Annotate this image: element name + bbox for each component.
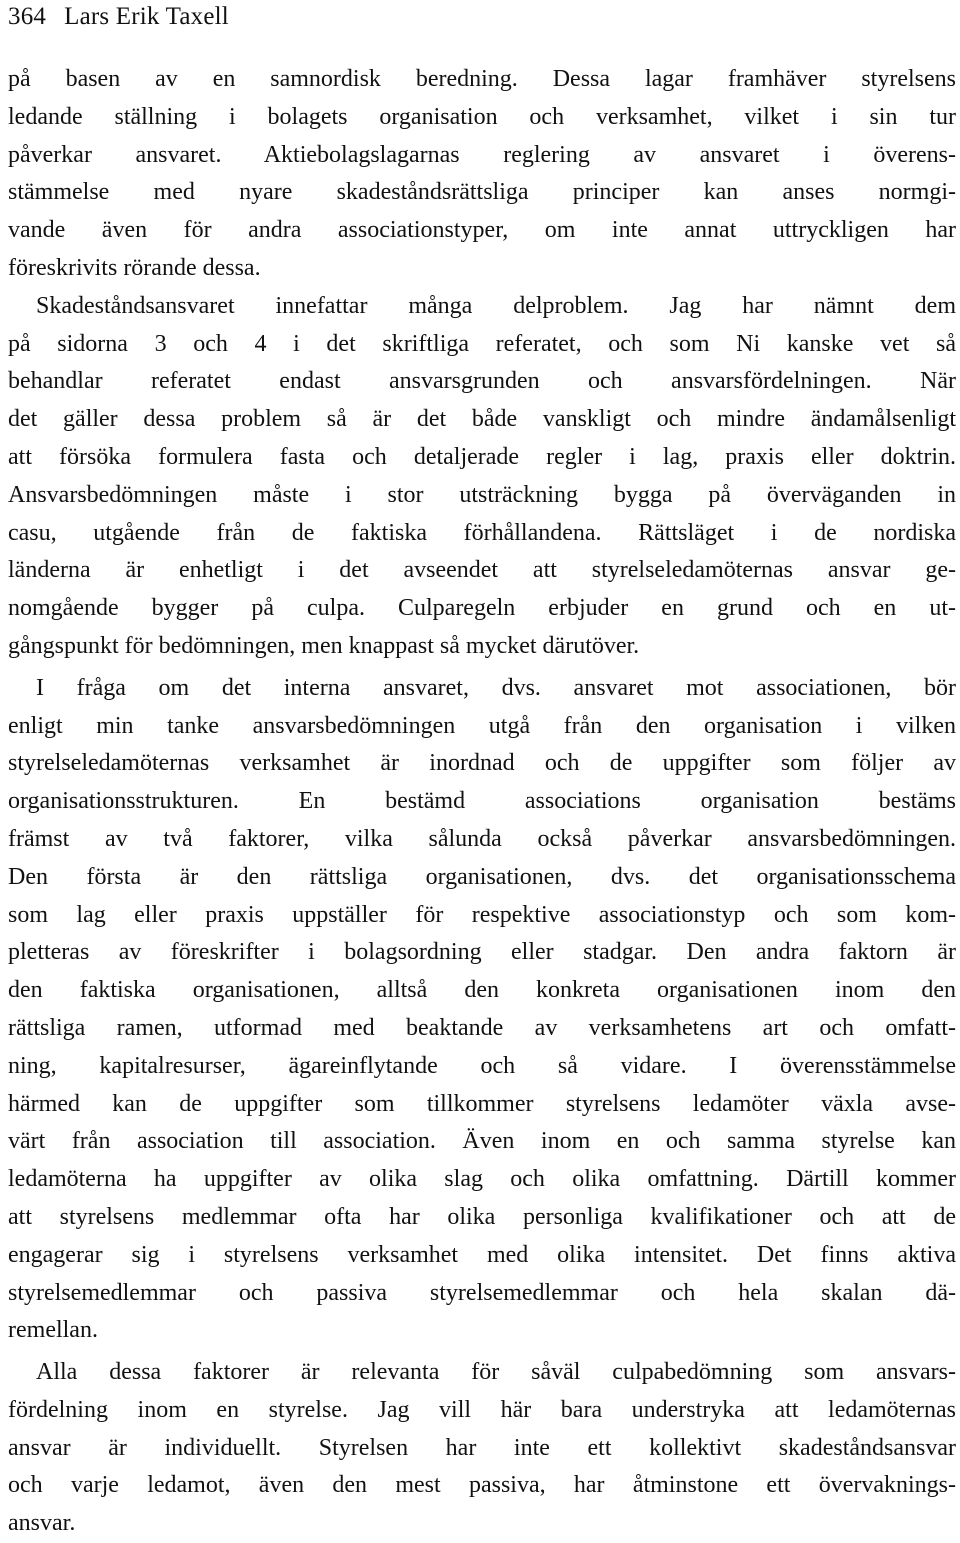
text-line: ledande ställning i bolagets organisation och verksamhet, vilket i sin tur	[8, 103, 956, 130]
text-line: styrelsemedlemmar och passiva styrelsemedlemmar och hela skalan dä-	[8, 1279, 956, 1306]
text-line: vande även för andra associationstyper, om inte annat uttryckligen har	[8, 217, 956, 244]
paragraph	[8, 670, 956, 1350]
text-line: Skadeståndsansvaret innefattar många delproblem. Jag har nämnt dem	[36, 292, 956, 319]
text-line: att styrelsens medlemmar ofta har olika personliga kvalifikationer och att de	[8, 1203, 956, 1230]
text-line: påverkar ansvaret. Aktiebolagslagarnas reglering av ansvaret i överens-	[8, 141, 956, 168]
text-line: på sidorna 3 och 4 i det skriftliga referatet, och som Ni kanske vet så	[8, 330, 956, 357]
text-line: nomgående bygger på culpa. Culparegeln erbjuder en grund och en ut-	[8, 595, 956, 622]
paragraph	[8, 1354, 956, 1543]
page-number: 364	[8, 3, 47, 30]
text-line: Ansvarsbedömningen måste i stor utsträckning bygga på överväganden in	[8, 481, 956, 508]
text-line: organisationsstrukturen. En bestämd associations organisation bestäms	[8, 788, 956, 815]
text-line: det gäller dessa problem så är det både vanskligt och mindre ändamålsenligt	[8, 406, 956, 433]
text-line: att försöka formulera fasta och detaljerade regler i lag, praxis eller doktrin.	[8, 443, 956, 470]
text-line: som lag eller praxis uppställer för respektive associationstyp och som kom-	[8, 901, 956, 928]
running-header-author: Lars Erik Taxell	[64, 3, 229, 30]
text-line: I fråga om det interna ansvaret, dvs. ansvaret mot associationen, bör	[36, 674, 956, 701]
text-line: pletteras av föreskrifter i bolagsordning eller stadgar. Den andra faktorn är	[8, 939, 956, 966]
text-line: föreskrivits rörande dessa.	[8, 254, 261, 281]
text-line: länderna är enhetligt i det avseendet att styrelseledamöternas ansvar ge-	[8, 557, 956, 584]
text-line: engagerar sig i styrelsens verksamhet med olika intensitet. Det finns aktiva	[8, 1241, 956, 1268]
text-line: styrelseledamöternas verksamhet är inordnad och de uppgifter som följer av	[8, 750, 956, 777]
text-line: fördelning inom en styrelse. Jag vill här bara understryka att ledamöternas	[8, 1396, 956, 1423]
text-line: gångspunkt för bedömningen, men knappast så mycket därutöver.	[8, 632, 640, 659]
text-line: ledamöterna ha uppgifter av olika slag och olika omfattning. Därtill kommer	[8, 1166, 956, 1193]
text-line: på basen av en samnordisk beredning. Dessa lagar framhäver styrelsens	[8, 66, 956, 92]
text-line: enligt min tanke ansvarsbedömningen utgå från den organisation i vilken	[8, 712, 956, 739]
text-line: remellan.	[8, 1317, 98, 1344]
running-header	[8, 0, 229, 34]
text-line: rättsliga ramen, utformad med beaktande av verksamhetens art och omfatt-	[8, 1014, 956, 1041]
text-line: casu, utgående från de faktiska förhållandena. Rättsläget i de nordiska	[8, 519, 956, 546]
paragraph	[8, 288, 956, 666]
body-text	[8, 61, 956, 1543]
text-line: värt från association till association. Även inom en och samma styrelse kan	[8, 1128, 956, 1155]
text-line: Alla dessa faktorer är relevanta för såväl culpabedömning som ansvars-	[36, 1359, 956, 1386]
text-line: Den första är den rättsliga organisationen, dvs. det organisationsschema	[8, 863, 956, 890]
text-line: ning, kapitalresurser, ägareinflytande och så vidare. I överensstämmelse	[8, 1052, 956, 1079]
text-line: behandlar referatet endast ansvarsgrunden och ansvarsfördelningen. När	[8, 368, 956, 395]
text-line: främst av två faktorer, vilka sålunda också påverkar ansvarsbedömningen.	[8, 825, 956, 852]
paragraph	[8, 61, 956, 288]
text-line: och varje ledamot, även den mest passiva, har åtminstone ett övervaknings-	[8, 1472, 956, 1499]
text-line: stämmelse med nyare skadeståndsrättsliga principer kan anses normgi-	[8, 179, 956, 206]
text-line: den faktiska organisationen, alltså den konkreta organisationen inom den	[8, 977, 956, 1004]
text-line: ansvar är individuellt. Styrelsen har inte ett kollektivt skadeståndsansvar	[8, 1434, 956, 1461]
text-line: härmed kan de uppgifter som tillkommer styrelsens ledamöter växla avse-	[8, 1090, 956, 1117]
text-line: ansvar.	[8, 1510, 76, 1537]
